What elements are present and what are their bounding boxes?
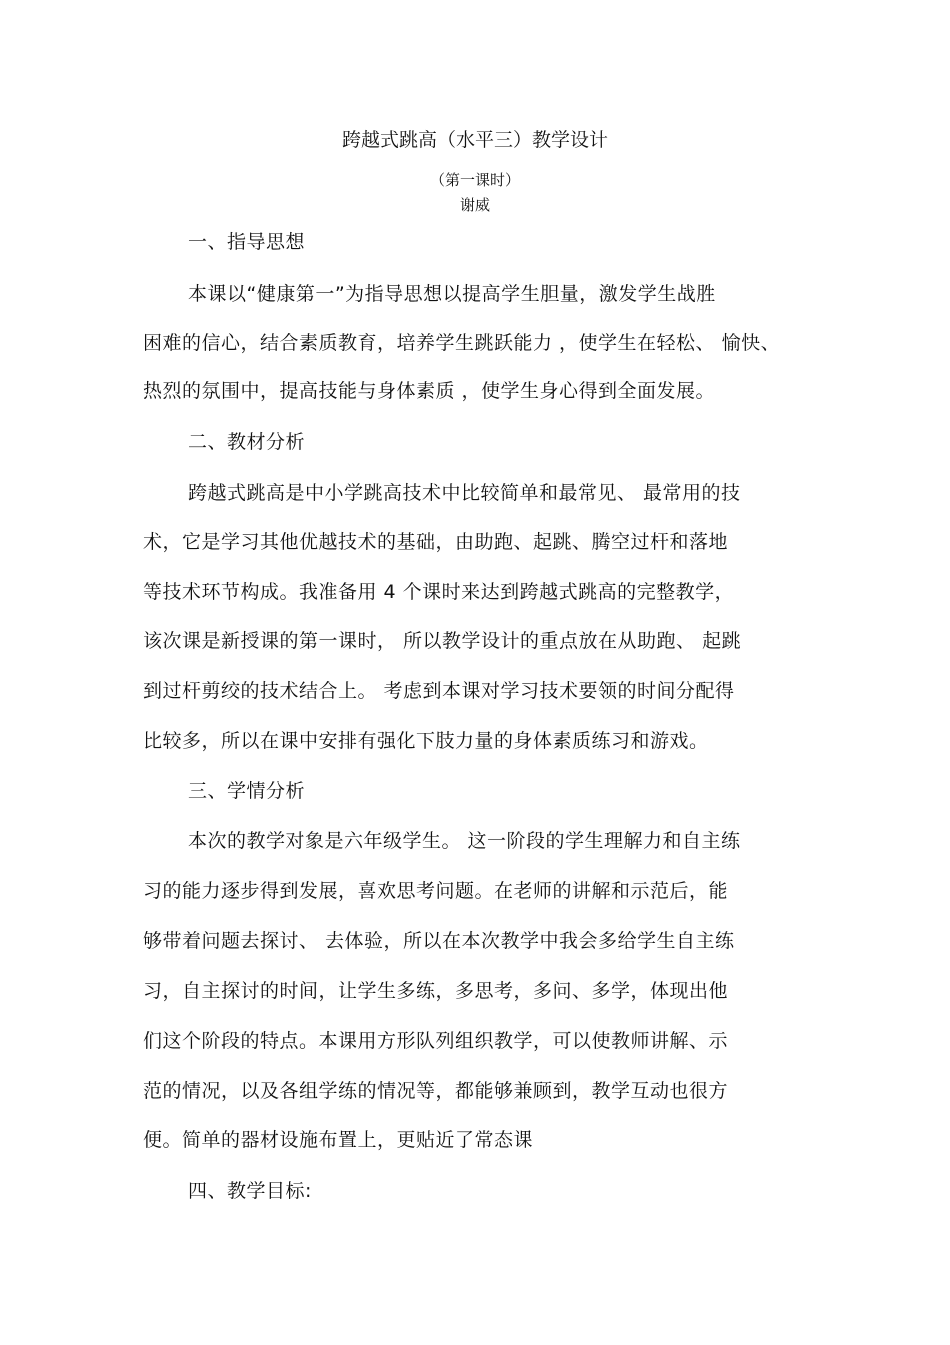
paragraph-line: 们这个阶段的特点。本课用方形队列组织教学，可以使教师讲解、示 [143,1030,729,1052]
author-name: 谢威 [459,196,490,214]
paragraph-line: 到过杆剪绞的技术结合上。 考虑到本课对学习技术要领的时间分配得 [143,680,735,702]
lesson-subtitle: （第一课时） [429,171,520,189]
paragraph-line: 该次课是新授课的第一课时， 所以教学设计的重点放在从助跑、 起跳 [143,630,742,652]
paragraph-line: 等技术环节构成。我准备用 4 个课时来达到跨越式跳高的完整教学， [143,581,735,603]
paragraph-line: 习的能力逐步得到发展，喜欢思考问题。在老师的讲解和示范后，能 [143,880,729,902]
paragraph-line: 习，自主探讨的时间，让学生多练，多思考，多问、多学，体现出他 [143,980,729,1002]
paragraph-line: 够带着问题去探讨、 去体验，所以在本次教学中我会多给学生自主练 [143,930,735,952]
paragraph-line: 本课以“健康第一”为指导思想以提高学生胆量，激发学生战胜 [188,283,716,305]
document-title: 跨越式跳高（水平三）教学设计 [341,129,608,151]
paragraph-line: 比较多，所以在课中安排有强化下肢力量的身体素质练习和游戏。 [143,730,709,752]
section-heading: 三、学情分析 [188,780,306,802]
paragraph-line: 困难的信心，结合素质教育，培养学生跳跃能力 ，使学生在轻松、 愉快、 [143,332,781,354]
section-heading: 一、指导思想 [188,231,306,253]
paragraph-line: 热烈的氛围中，提高技能与身体素质 ，使学生身心得到全面发展。 [143,380,716,402]
paragraph-line: 跨越式跳高是中小学跳高技术中比较简单和最常见、 最常用的技 [188,482,741,504]
paragraph-line: 本次的教学对象是六年级学生。 这一阶段的学生理解力和自主练 [188,830,741,852]
paragraph-line: 便。简单的器材设施布置上，更贴近了常态课 [143,1129,534,1151]
section-heading: 四、教学目标: [188,1180,312,1202]
paragraph-line: 术，它是学习其他优越技术的基础，由助跑、起跳、腾空过杆和落地 [143,531,729,553]
section-heading: 二、教材分析 [188,431,306,453]
paragraph-line: 范的情况，以及各组学练的情况等，都能够兼顾到，教学互动也很方 [143,1080,729,1102]
